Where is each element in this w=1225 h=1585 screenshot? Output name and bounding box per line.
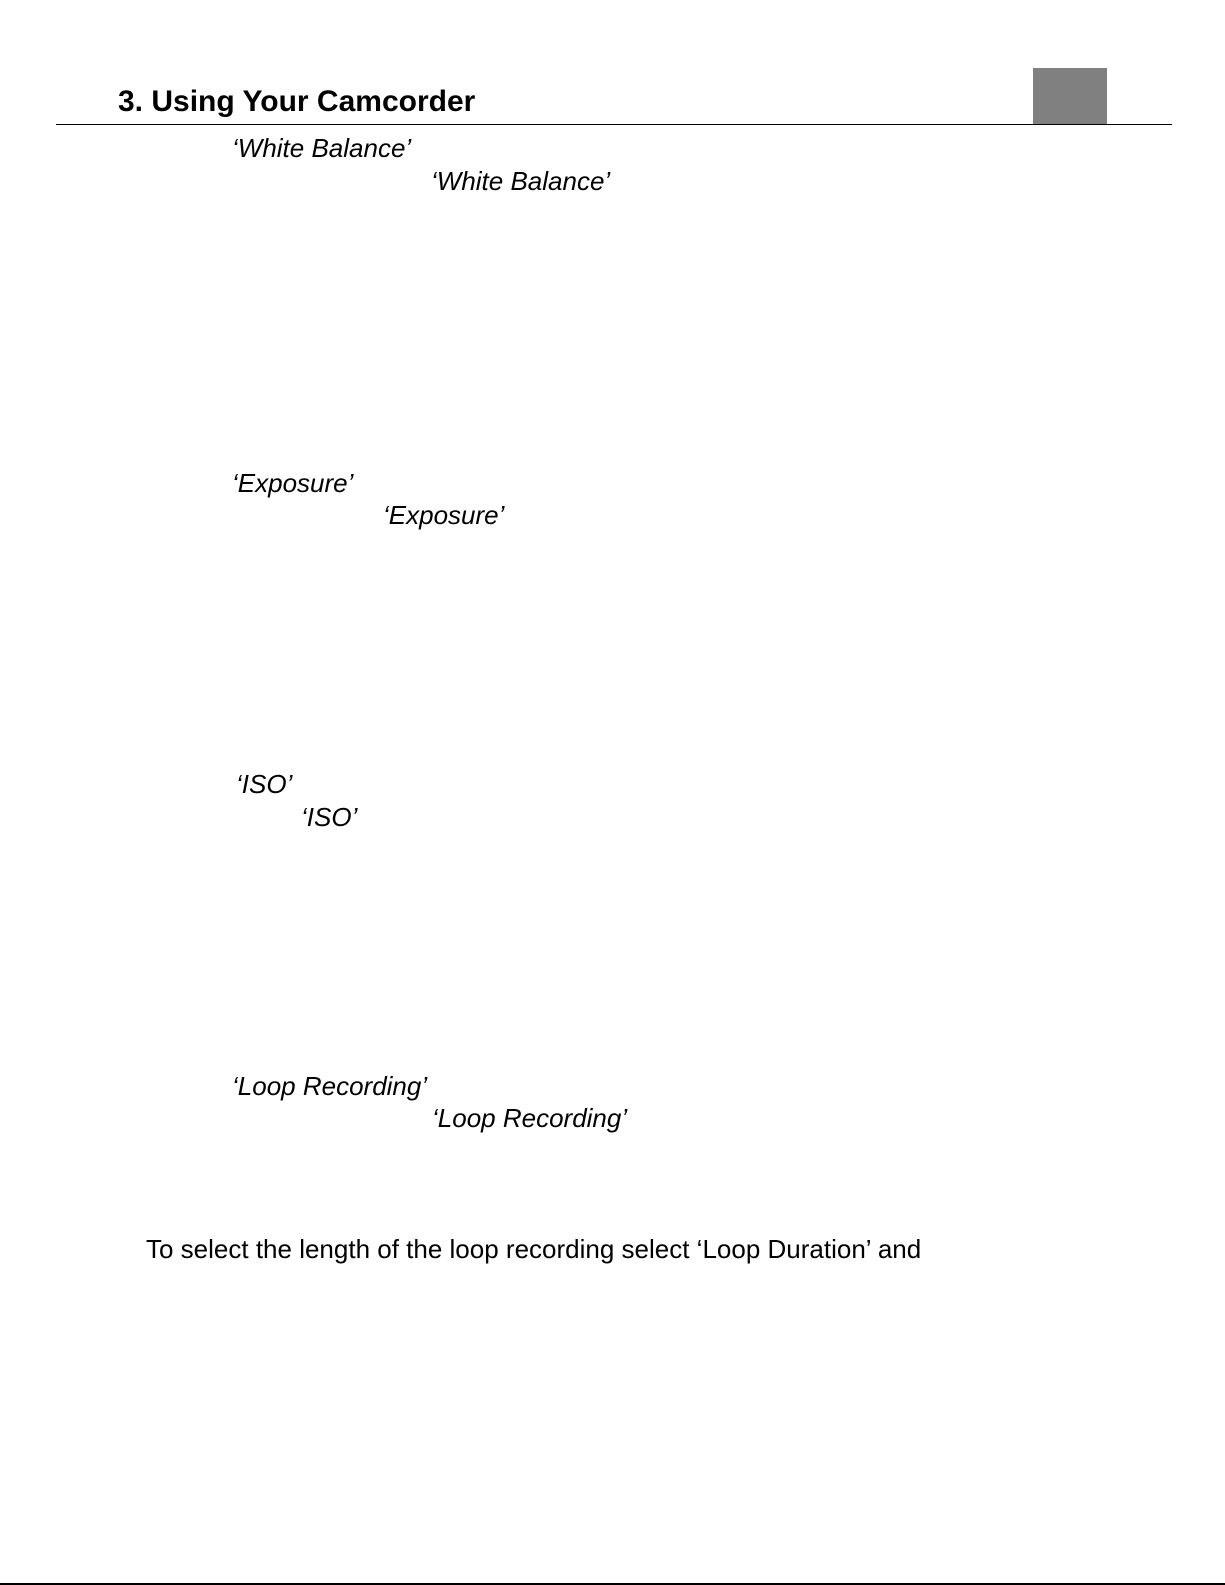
loop-recording-menu-reference: ‘Loop Recording’ (432, 1103, 628, 1133)
chapter-tab-marker (1033, 68, 1107, 124)
header-divider (56, 124, 1172, 125)
exposure-menu-reference: ‘Exposure’ (383, 500, 505, 530)
loop-duration-instruction: To select the length of the loop recording select ‘Loop Duration’ and (146, 1234, 922, 1264)
white-balance-heading: ‘White Balance’ (232, 133, 412, 163)
iso-heading: ‘ISO’ (236, 769, 293, 799)
loop-recording-heading: ‘Loop Recording’ (232, 1071, 428, 1101)
page-title: 3. Using Your Camcorder (118, 85, 476, 118)
iso-menu-reference: ‘ISO’ (301, 802, 358, 832)
exposure-heading: ‘Exposure’ (232, 468, 354, 498)
white-balance-menu-reference: ‘White Balance’ (431, 166, 611, 196)
